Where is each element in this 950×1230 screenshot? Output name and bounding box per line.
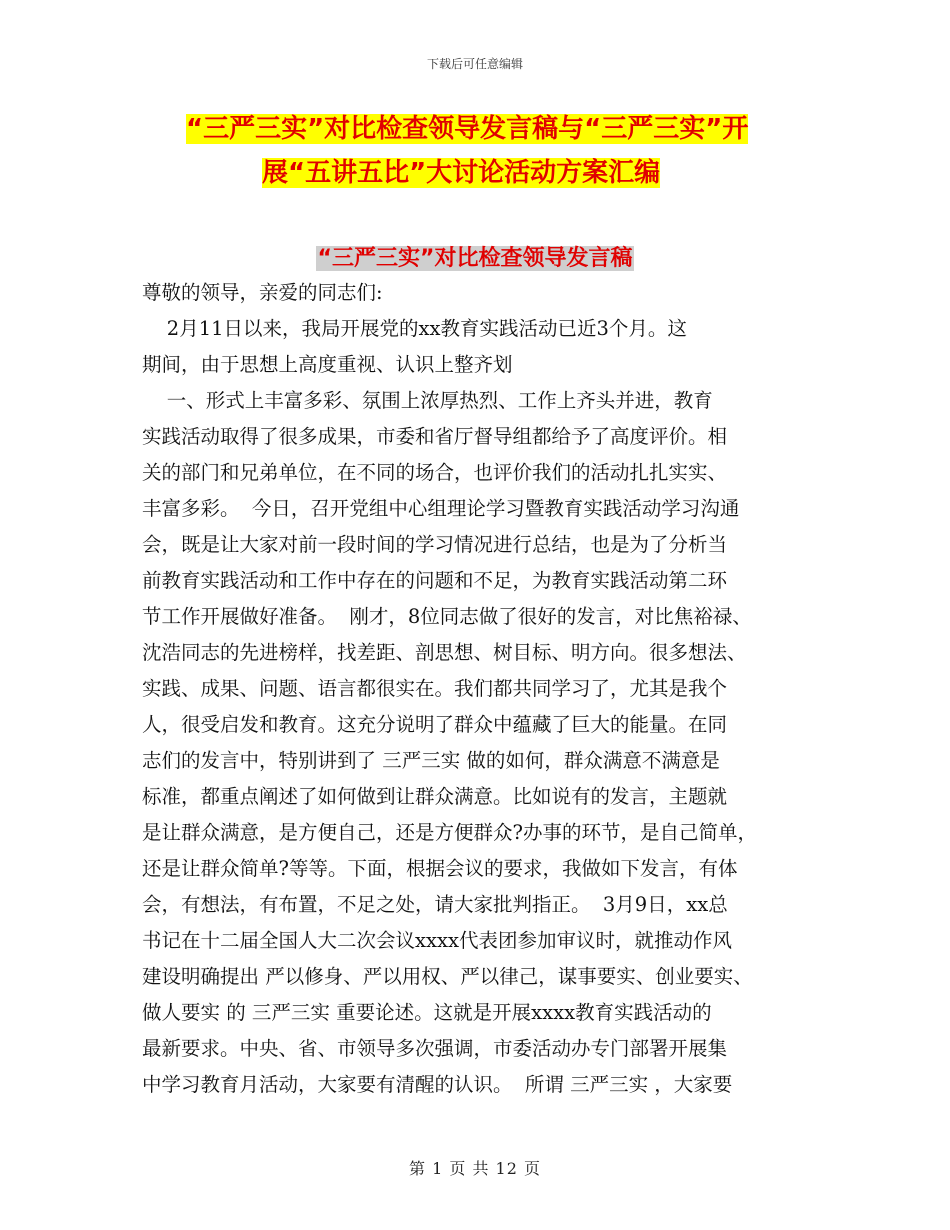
body-line: 前教育实践活动和工作中存在的问题和不足，为教育实践活动第二环	[142, 569, 728, 592]
title-line-2-text: 展“五讲五比”大讨论活动方案汇编	[262, 158, 661, 188]
body-line: 实践活动取得了很多成果，市委和省厅督导组都给予了高度评价。相	[142, 425, 728, 448]
body-line: 建设明确提出 严以修身、严以用权、严以律己，谋事要实、创业要实、	[142, 965, 753, 988]
body-line: 人，很受启发和教育。这充分说明了群众中蕴藏了巨大的能量。在同	[142, 713, 728, 736]
page-footer: 第 1 页 共 12 页	[409, 1159, 541, 1178]
page-header: 下载后可任意编辑	[426, 57, 523, 71]
subtitle-text: “三严三实”对比检查领导发言稿	[317, 246, 633, 271]
body-line: 做人要实 的 三严三实 重要论述。这就是开展xxxx教育实践活动的	[142, 1001, 712, 1024]
body-line: 是让群众满意，是方便自己，还是方便群众?办事的环节，是自己简单，	[142, 821, 757, 844]
body-line: 关的部门和兄弟单位，在不同的场合，也评价我们的活动扎扎实实、	[142, 461, 728, 484]
body-line: 书记在十二届全国人大二次会议xxxx代表团参加审议时，就推动作风	[142, 929, 732, 952]
body-line: 最新要求。中央、省、市领导多次强调，市委活动办专门部署开展集	[142, 1037, 728, 1060]
document-title-line-1	[186, 112, 748, 146]
body-line: 2月11日以来，我局开展党的xx教育实践活动已近3个月。这	[142, 317, 687, 340]
body-line: 会，既是让大家对前一段时间的学习情况进行总结，也是为了分析当	[142, 533, 728, 556]
body-line: 沈浩同志的先进榜样，找差距、剖思想、树目标、明方向。很多想法、	[142, 641, 747, 664]
body-line: 还是让群众简单?等等。下面，根据会议的要求，我做如下发言，有体	[142, 857, 738, 880]
document-body	[142, 275, 832, 1103]
body-line: 一、形式上丰富多彩、氛围上浓厚热烈、工作上齐头并进，教育	[142, 389, 713, 412]
body-line: 志们的发言中，特别讲到了 三严三实 做的如何，群众满意不满意是	[142, 749, 720, 772]
section-subtitle	[0, 243, 950, 275]
body-line: 中学习教育月活动，大家要有清醒的认识。 所谓 三严三实 ，大家要	[142, 1073, 733, 1096]
body-line: 尊敬的领导，亲爱的同志们:	[142, 281, 383, 304]
body-line: 节工作开展做好准备。 刚才，8位同志做了很好的发言，对比焦裕禄、	[142, 605, 752, 628]
body-line: 标准，都重点阐述了如何做到让群众满意。比如说有的发言，主题就	[142, 785, 728, 808]
document-title-line-2	[262, 156, 660, 190]
title-line-1-text: “三严三实”对比检查领导发言稿与“三严三实”开	[186, 114, 749, 144]
body-line: 实践、成果、问题、语言都很实在。我们都共同学习了，尤其是我个	[142, 677, 728, 700]
body-line: 丰富多彩。 今日，召开党组中心组理论学习暨教育实践活动学习沟通	[142, 497, 740, 520]
body-line: 会，有想法，有布置，不足之处，请大家批判指正。 3月9日，xx总	[142, 893, 728, 916]
body-line: 期间，由于思想上高度重视、认识上整齐划	[142, 353, 513, 376]
